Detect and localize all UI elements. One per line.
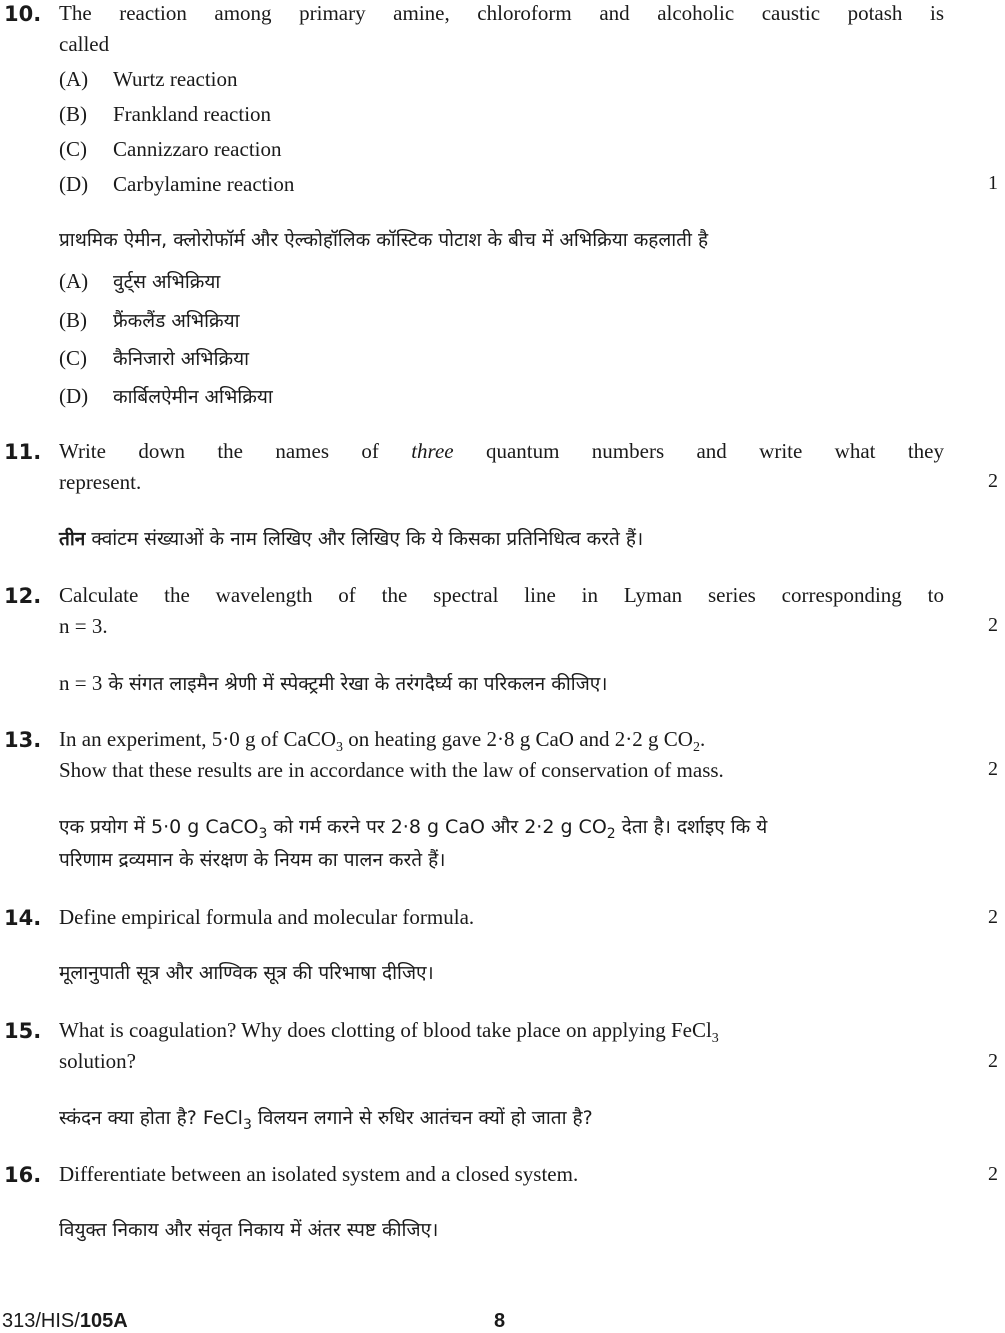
question-text-hi: परिणाम द्रव्यमान के संरक्षण के नियम का पालन करते हैं। [59, 849, 446, 871]
option-b-hi: (B) फ्रैंकलैंड अभिक्रिया [59, 308, 240, 332]
question-text-en: called [59, 32, 110, 56]
marks: 2 [988, 1163, 998, 1185]
question-text-en: Calculate the wavelength of the spectral line in Lyman series corresponding to [59, 583, 944, 607]
option-a-hi: (A) वुर्ट्स अभिक्रिया [59, 269, 221, 293]
marks: 2 [988, 906, 998, 928]
marks: 2 [988, 1050, 998, 1072]
question-text-en: In an experiment, 5·0 g of CaCO$_3$ on heating gave 2·8 g CaO and 2·2 g $CO_2$. [59, 727, 706, 755]
option-d-en: (D) Carbylamine reaction [59, 172, 295, 196]
question-number: 13. [4, 728, 42, 752]
question-text-hi: वियुक्त निकाय और संवृत निकाय में अंतर स्पष्ट कीजिए। [59, 1219, 439, 1241]
question-text-en: Write down the names of three quantum numbers and write what they [59, 439, 944, 463]
question-text-en: What is coagulation? Why does clotting of blood take place on applying FeCl$_3$ [59, 1018, 719, 1046]
question-text-en: represent. [59, 470, 142, 494]
question-text-hi: एक प्रयोग में 5·0 g CaCO$_3$ को गर्म करने पर 2·8 g CaO और 2·2 g $CO_2$ देता है। दर्शाइए कि ये [59, 816, 768, 842]
page-number: 8 [494, 1310, 506, 1332]
question-text-en: solution? [59, 1049, 136, 1073]
question-text-en: Define empirical formula and molecular formula. [59, 905, 475, 929]
question-number: 15. [4, 1019, 42, 1043]
question-text-en: Show that these results are in accordance with the law of conservation of mass. [59, 758, 724, 782]
question-number: 14. [4, 906, 42, 930]
question-text-hi: तीन क्वांटम संख्याओं के नाम लिखिए और लिखिए कि ये किसका प्रतिनिधित्व करते हैं। [59, 528, 644, 550]
question-number: 16. [4, 1163, 42, 1187]
question-text-en: Differentiate between an isolated system and a closed system. [59, 1162, 579, 1186]
marks: 1 [988, 172, 998, 194]
option-c-en: (C) Cannizzaro reaction [59, 137, 282, 161]
paper-code: 313/HIS/105A [2, 1310, 128, 1332]
question-text-hi: मूलानुपाती सूत्र और आण्विक सूत्र की परिभाषा दीजिए। [59, 962, 434, 984]
question-text-hi: n = 3 के संगत लाइमैन श्रेणी में स्पेक्ट्रमी रेखा के तरंगदैर्घ्य का परिकलन कीजिए। [59, 671, 608, 695]
question-text-hi: प्राथमिक ऐमीन, क्लोरोफॉर्म और ऐल्कोहॉलिक कॉस्टिक पोटाश के बीच में अभिक्रिया कहलाती है [59, 229, 709, 251]
option-a-en: (A) Wurtz reaction [59, 67, 238, 91]
question-text-en: n = 3. [59, 614, 108, 638]
marks: 2 [988, 614, 998, 636]
question-number: 12. [4, 584, 42, 608]
question-text-hi: स्कंदन क्या होता है? FeCl$_3$ विलयन लगाने से रुधिर आतंचन क्यों हो जाता है? [59, 1107, 593, 1133]
marks: 2 [988, 758, 998, 780]
option-c-hi: (C) कैनिजारो अभिक्रिया [59, 346, 250, 370]
question-text-en: The reaction among primary amine, chloroform and alcoholic caustic potash is [59, 1, 944, 25]
option-d-hi: (D) कार्बिलऐमीन अभिक्रिया [59, 384, 273, 408]
marks: 2 [988, 470, 998, 492]
option-b-en: (B) Frankland reaction [59, 102, 272, 126]
question-number: 11. [4, 440, 42, 464]
question-number: 10. [4, 2, 42, 26]
